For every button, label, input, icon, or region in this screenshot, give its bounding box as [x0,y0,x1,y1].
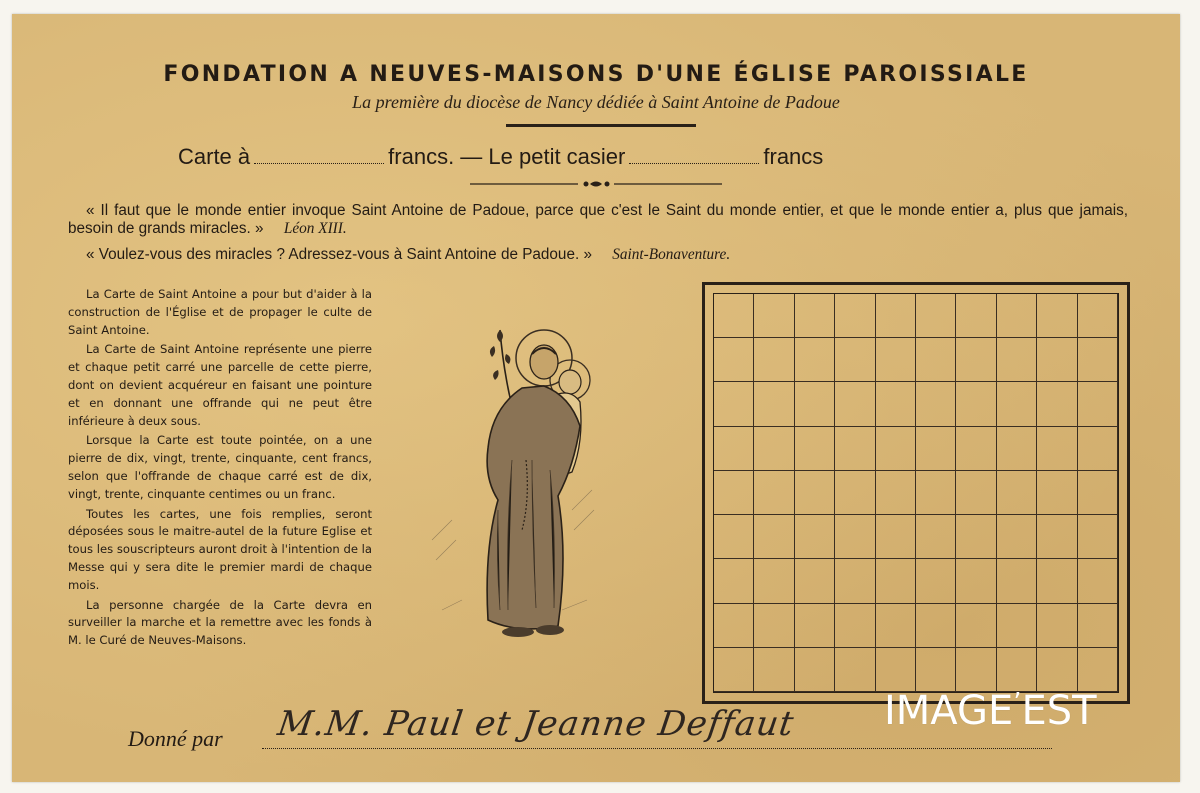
grid-cell [795,471,835,515]
paragraph: Toutes les cartes, une fois remplies, seront déposées sous le maitre-autel de la future Eglise et tous les souscripteurs auront droit à l'intention de la Messe qui y sera dite le premier mardi de chaque mois. [68,506,372,592]
grid-cell [876,515,916,559]
grid-cell [754,294,794,338]
grid-cell [754,471,794,515]
grid-cell [795,338,835,382]
quote-bonaventure [86,246,1126,264]
grid-cell [754,382,794,426]
grid-cell [835,604,875,648]
casier-amount-blank [629,162,759,164]
grid-cell [876,338,916,382]
grid-cell [876,382,916,426]
quote-leon-author: Léon XIII. [283,220,347,237]
grid-cell [795,648,835,692]
card-title: FONDATION A NEUVES-MAISONS D'UNE ÉGLISE PAROISSIALE [163,62,1029,87]
handwritten-signature: M.M. Paul et Jeanne Deffaut [275,704,797,744]
grid-cell [1037,648,1077,692]
grid-cell [714,648,754,692]
grid-cell [754,648,794,692]
donne-par-label: Donné par [128,726,223,751]
watermark-part1: IMAGE [884,688,1014,734]
grid-cell [1037,471,1077,515]
grid-cell [835,515,875,559]
grid-cell [916,427,956,471]
grid-cell [997,294,1037,338]
paragraph: Lorsque la Carte est toute pointée, on a une pierre de dix, vingt, trente, cinquante, cent francs, selon que l'offrande de chaque carré est de dix, vingt, trente, cinquante centimes ou un franc. [68,433,372,501]
signature-line [262,748,1052,749]
grid-cell [956,515,996,559]
grid-cell [956,471,996,515]
grid-cell [997,338,1037,382]
grid-cell [916,604,956,648]
grid-cell [916,382,956,426]
carte-amount-blank [254,162,384,164]
grid-cell [997,604,1037,648]
carte-line [178,144,1078,170]
grid-cell [997,382,1037,426]
grid-cell [956,294,996,338]
grid-cell [795,559,835,603]
postcard [12,14,1180,782]
grid-cell [1078,471,1118,515]
quote-bonaventure-text: « Voulez-vous des miracles ? Adressez-vous à Saint Antoine de Padoue. » [86,246,592,263]
grid-cell [1037,559,1077,603]
grid-cell [997,471,1037,515]
payment-grid [702,282,1130,704]
paragraph: La Carte de Saint Antoine représente une pierre et chaque petit carré une parcelle de cette pierre, dont on devient acquéreur en faisant une pointure et en donnant une offrande qui ne peut être inférieure à deux sous. [68,342,372,428]
grid-cell [1078,559,1118,603]
grid-cell [997,648,1037,692]
grid-cell [754,604,794,648]
grid-cell [714,294,754,338]
grid-cell [956,559,996,603]
grid-cell [876,648,916,692]
watermark-part2: EST [1021,688,1097,734]
saint-anthony-illustration-icon [422,310,602,650]
grid-cell [876,559,916,603]
watermark-mark: ’ [1013,688,1022,718]
grid-cell [1037,427,1077,471]
grid-cell [956,338,996,382]
grid-cell [916,648,956,692]
explanation-text [68,286,372,652]
grid-cell [795,382,835,426]
grid-cell [1078,427,1118,471]
grid-cell [1078,515,1118,559]
paragraph: La personne chargée de la Carte devra en surveiller la marche et la remettre avec les fonds à M. le Curé de Neuves-Maisons. [68,597,372,648]
grid-cell [916,338,956,382]
grid-cell [956,604,996,648]
grid-cell [835,294,875,338]
grid-cell [714,515,754,559]
card-subtitle: La première du diocèse de Nancy dédiée à Saint Antoine de Padoue [352,92,840,112]
ornament-divider-icon [470,178,722,190]
quote-bonaventure-author: Saint-Bonaventure. [612,246,731,263]
quote-leon [68,202,1128,238]
grid-cell [714,338,754,382]
francs-label: francs [763,144,824,169]
grid-cell [1078,648,1118,692]
grid-cell [876,604,916,648]
grid-cell [1078,294,1118,338]
grid-cell [876,294,916,338]
grid-cell [714,471,754,515]
grid-cell [997,427,1037,471]
grid-cell [835,559,875,603]
grid-cell [795,427,835,471]
grid-cell [997,559,1037,603]
grid-cell [916,471,956,515]
grid-cell [876,471,916,515]
grid-cell [1078,338,1118,382]
carte-label: Carte à [178,144,251,169]
grid-cell [997,515,1037,559]
grid-cell [795,515,835,559]
grid-cell [714,604,754,648]
grid-cell [754,559,794,603]
grid-cell [916,294,956,338]
grid-cell [795,604,835,648]
grid-cell [956,648,996,692]
watermark [884,688,1097,734]
grid-cell [1078,604,1118,648]
grid-cells [713,293,1119,693]
grid-cell [714,427,754,471]
francs-casier-label: francs. — Le petit casier [388,144,626,169]
grid-cell [835,427,875,471]
grid-cell [1037,515,1077,559]
grid-cell [956,382,996,426]
grid-cell [876,427,916,471]
grid-cell [835,471,875,515]
grid-cell [1037,294,1077,338]
grid-cell [754,338,794,382]
grid-cell [714,559,754,603]
paragraph: La Carte de Saint Antoine a pour but d'aider à la construction de l'Église et de propager le culte de Saint Antoine. [68,287,372,337]
quote-leon-text: « Il faut que le monde entier invoque Saint Antoine de Padoue, parce que c'est le Saint du monde entier, et que le monde entier a, plus que jamais, besoin de grands miracles. » [68,202,1128,237]
grid-cell [1037,382,1077,426]
grid-cell [754,515,794,559]
grid-cell [956,427,996,471]
grid-cell [1037,338,1077,382]
grid-cell [1078,382,1118,426]
grid-cell [916,559,956,603]
grid-cell [1037,604,1077,648]
grid-cell [916,515,956,559]
grid-cell [795,294,835,338]
grid-cell [835,338,875,382]
grid-cell [835,648,875,692]
grid-cell [835,382,875,426]
title-divider [506,124,696,127]
grid-cell [754,427,794,471]
grid-cell [714,382,754,426]
